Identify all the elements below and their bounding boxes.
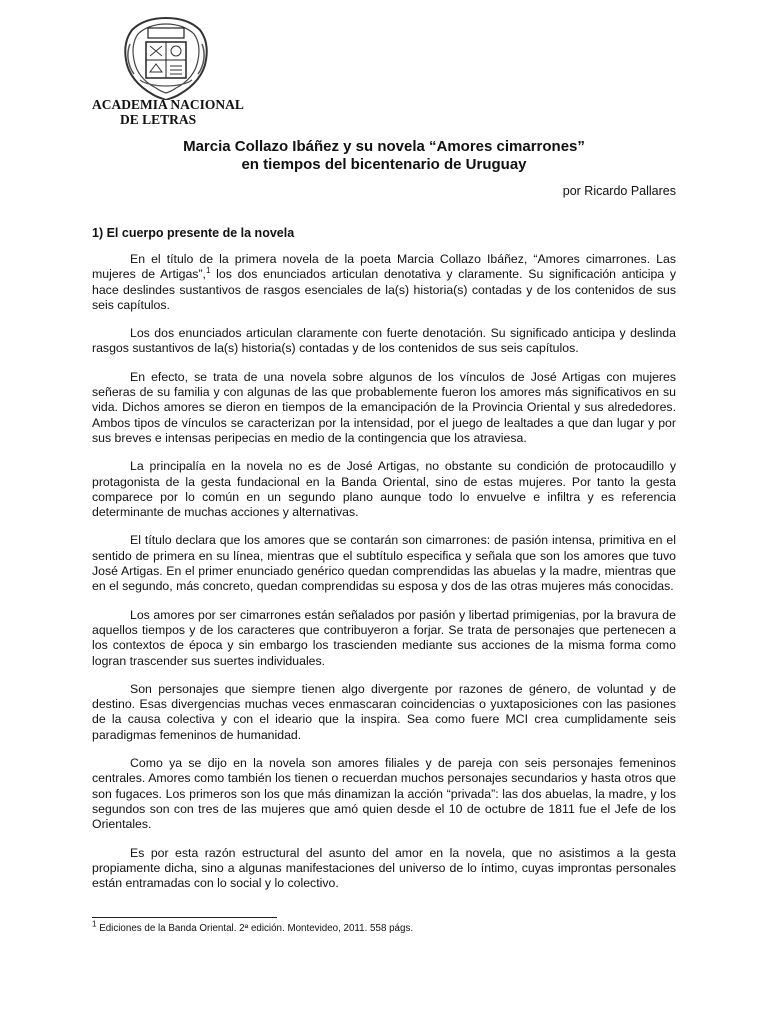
footnote-text: Ediciones de la Banda Oriental. 2ª edición. Montevideo, 2011. 558 págs. (99, 923, 414, 934)
paragraph-1-text: En el título de la primera novela de la poeta Marcia Collazo Ibáñez, “Amores cimarrones. Las mujeres de Artigas”, (92, 252, 676, 282)
paragraph-4: La principalía en la novela no es de José Artigas, no obstante su condición de protocaudillo y protagonista de la gesta fundacional en la Banda Oriental, sino de estas mujeres. Por tanto la gesta comparece por lo común en un segundo plano aunque todo lo envuelve e infiltra y es referencia determinante de muchas acciones y alternativas. (92, 459, 676, 520)
paragraph-1 (92, 252, 676, 313)
title-line1: Marcia Collazo Ibáñez y su novela “Amores cimarrones” (183, 138, 585, 155)
paragraph-5: El título declara que los amores que se contarán son cimarrones: de pasión intensa, primitiva en el sentido de primera en su línea, mientras que el subtítulo especifica y señala que son los amores que tuvo José Artigas. En el primer enunciado genérico quedan comprendidas las abuelas y la madre, mientras que en el segundo, más concreto, quedan comprendidas su esposa y dos de las otras mujeres más conocidas. (92, 533, 676, 594)
academy-crest-icon (120, 14, 212, 100)
paragraph-9: Es por esta razón estructural del asunto del amor en la novela, que no asistimos a la gesta propiamente dicha, sino a algunas manifestaciones del universo de lo íntimo, cuyas improntas personales están entramadas con lo social y lo colectivo. (92, 845, 676, 891)
academy-name-line2: DE LETRAS (120, 112, 197, 127)
academy-name-line1: ACADEMIA NACIONAL (92, 97, 244, 112)
paragraph-7: Son personajes que siempre tienen algo divergente por razones de género, de voluntad y de destino. Esas divergencias muchas veces enmascaran coincidencias o yuxtaposiciones con las pasiones de la causa colectiva y con el ideario que la inspira. Sea como fuere MCI crea cumplidamente seis paradigmas femeninos de humanidad. (92, 681, 676, 742)
footnote (92, 919, 414, 934)
title-line2: en tiempos del bicentenario de Uruguay (241, 156, 527, 173)
footnote-ref: 1 (205, 266, 211, 276)
paragraph-3: En efecto, se trata de una novela sobre algunos de los vínculos de José Artigas con mujeres señeras de su familia y con algunas de las que probablemente fueron los amores más significativos en su vida. Dichos amores se dieron en tiempos de la emancipación de la Provincia Oriental y sus alrededores. Ambos tipos de vínculos se caracterizan por la intensidad, por el juego de lealtades a que dan lugar y por sus breves e intensas peripecias en medio de la contingencia que los atraviesa. (92, 369, 676, 445)
document-title (92, 138, 676, 174)
paragraph-1-continuation: los dos enunciados articulan denotativa y claramente. Su significación anticipa y hace deslindes sustantivos de rasgos esenciales de la(s) historia(s) contadas y de los contenidos de sus seis capítulos. (92, 267, 676, 312)
paragraph-8: Como ya se dijo en la novela son amores filiales y de pareja con seis personajes femeninos centrales. Amores como también los tienen o recuerdan muchos personajes secundarios y hasta otros que son fugaces. Los primeros son los que más dinamizan la acción “privada”: las dos abuelas, la madre, y los segundos son con tres de las mujeres que amó quien desde el 10 de octubre de 1811 fue el Jefe de los Orientales. (92, 756, 676, 832)
body-text (92, 252, 676, 904)
paragraph-2: Los dos enunciados articulan claramente con fuerte denotación. Su significado anticipa y deslinda rasgos sustantivos de la(s) historia(s) contadas y de los contenidos de sus seis capítulos. (92, 326, 676, 356)
paragraph-6: Los amores por ser cimarrones están señalados por pasión y libertad primigenias, por la bravura de aquellos tiempos y de los caracteres que contribuyeron a forjar. Se trata de personajes que pertenecen a los contextos de época y sin embargo los trascienden mediante sus acciones de la misma forma como logran trascender sus suertes individuales. (92, 607, 676, 668)
academy-name (92, 97, 262, 127)
author-byline: por Ricardo Pallares (562, 184, 676, 198)
footnote-divider (92, 917, 277, 918)
footnote-marker: 1 (92, 919, 97, 929)
section-heading: 1) El cuerpo presente de la novela (92, 226, 295, 240)
